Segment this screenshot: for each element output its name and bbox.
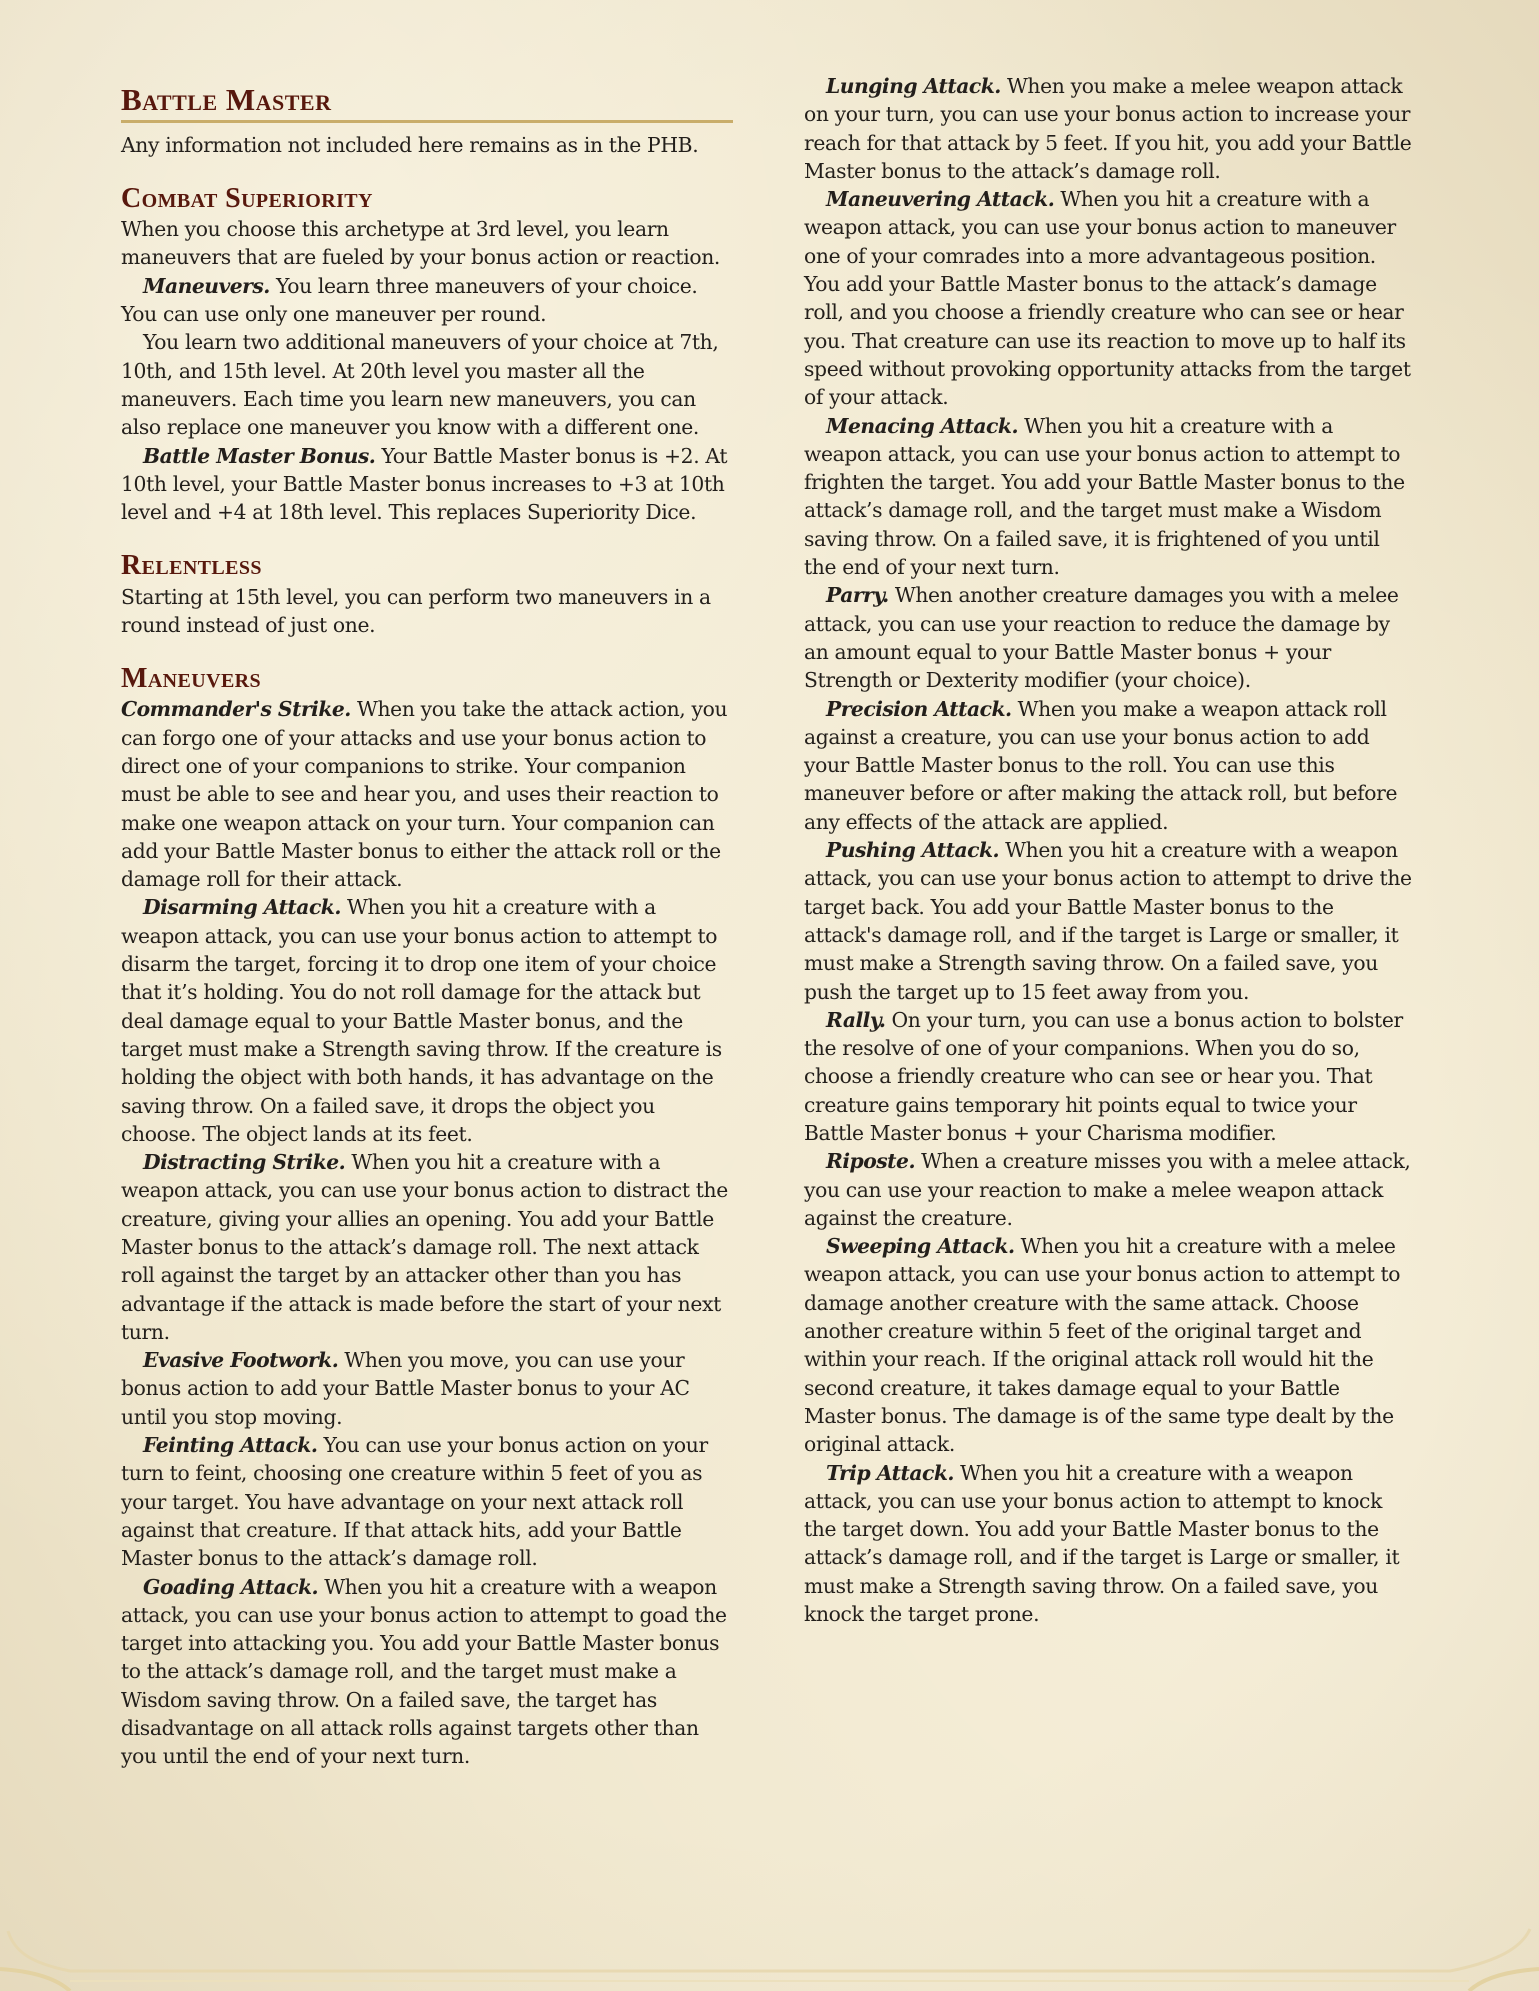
heading-maneuvers: Maneuvers — [121, 663, 262, 695]
maneuver-evasive-footwork — [121, 1346, 731, 1431]
maneuver-term: Disarming Attack. — [143, 895, 341, 920]
maneuver-maneuvering-attack — [804, 185, 1414, 411]
footer-ornament — [0, 1911, 1539, 1991]
maneuver-commanders-strike — [121, 695, 731, 893]
maneuver-lunging-attack — [804, 72, 1414, 185]
maneuver-term: Trip Attack. — [826, 1460, 954, 1485]
maneuvers-text: You learn three maneuvers of your choice. You can use only one maneuver per round. — [121, 273, 698, 327]
maneuver-disarming-attack — [121, 893, 731, 1148]
maneuver-term: Precision Attack. — [826, 696, 1012, 721]
left-column — [121, 72, 731, 1771]
maneuver-feinting-attack — [121, 1431, 731, 1572]
maneuver-pushing-attack — [804, 836, 1414, 1006]
maneuver-text: On your turn, you can use a bonus action to bolster the resolve of one of your companions. When you do so, choose a friendly creature who can see or hear you. That creature gains temporary hit points equal to twice your Battle Master bonus + your Charisma modifier. — [804, 1007, 1403, 1145]
maneuver-term: Lunging Attack. — [826, 74, 1001, 98]
maneuver-text: You can use your bonus action on your turn to feint, choosing one creature within 5 feet of you as your target. You have advantage on your next attack roll against that creature. If that attack hits, add your Battle Master bonus to the attack’s damage roll. — [121, 1433, 708, 1571]
maneuver-term: Maneuvering Attack. — [826, 187, 1055, 212]
maneuver-text: When you hit a creature with a melee weapon attack, you can use your bonus action to attempt to damage another creature with the same attack. Choose another creature within 5 feet of the original target and within your reach. If the original attack roll would hit the second creature, it takes damage equal to your Battle Master bonus. The damage is of the same type dealt by the original attack. — [804, 1234, 1401, 1457]
maneuver-term: Goading Attack. — [143, 1574, 319, 1599]
battle-master-bonus-paragraph — [121, 442, 731, 527]
maneuver-term: Commander's Strike. — [121, 697, 351, 722]
maneuver-term: Sweeping Attack. — [826, 1234, 1015, 1259]
maneuver-sweeping-attack — [804, 1232, 1414, 1458]
maneuver-rally — [804, 1006, 1414, 1147]
maneuver-text: When you make a weapon attack roll against a creature, you can use your bonus action to add your Battle Master bonus to the roll. You can use this maneuver before or after making the attack roll, but before any effects of the attack are applied. — [804, 696, 1398, 834]
maneuver-term: Distracting Strike. — [143, 1150, 346, 1175]
maneuver-parry — [804, 581, 1414, 694]
maneuver-text: When you take the attack action, you can forgo one of your attacks and use your bonus action to direct one of your companions to strike. Your companion must be able to see and hear you, and uses their reaction to make one weapon attack on your turn. Your companion can add your Battle Master bonus to either the attack roll or the damage roll for their attack. — [121, 697, 728, 892]
maneuver-text: When you move, you can use your bonus action to add your Battle Master bonus to your AC until you stop moving. — [121, 1348, 690, 1429]
maneuver-text: When you hit a creature with a weapon attack, you can use your bonus action to attempt to goad the target into attacking you. You add your Battle Master bonus to the attack’s damage roll, and the target must make a Wisdom saving throw. On a failed save, the target has disadvantage on all attack rolls against targets other than you until the end of your next turn. — [121, 1574, 727, 1769]
maneuvers-term: Maneuvers. — [143, 273, 270, 298]
maneuver-trip-attack — [804, 1459, 1414, 1629]
battle-master-bonus-term: Battle Master Bonus. — [143, 443, 376, 468]
maneuver-goading-attack — [121, 1573, 731, 1771]
maneuver-term: Parry. — [826, 583, 889, 608]
battle-master-bonus-text: Your Battle Master bonus is +2. At 10th level, your Battle Master bonus increases to +3 at 10th level and +4 at 18th level. This replaces Superiority Dice. — [121, 443, 728, 525]
title-underline — [121, 120, 733, 123]
right-column — [804, 72, 1414, 1628]
heading-relentless: Relentless — [121, 550, 262, 582]
maneuver-text: When you hit a creature with a weapon attack, you can use your bonus action to attempt to disarm the target, forcing it to drop one item of your choice that it’s holding. You do not roll damage for the attack but deal damage equal to your Battle Master bonus, and the target must make a Strength saving throw. If the creature is holding the object with both hands, it has advantage on the saving throw. On a failed save, it drops the object you choose. The object lands at its feet. — [121, 895, 722, 1146]
intro-paragraph: Any information not included here remains as in the PHB. — [121, 132, 699, 157]
maneuver-riposte — [804, 1147, 1414, 1232]
relentless-paragraph: Starting at 15th level, you can perform two maneuvers in a round instead of just one. — [121, 584, 711, 637]
maneuver-text: When you make a melee weapon attack on your turn, you can use your bonus action to increase your reach for that attack by 5 feet. If you hit, you add your Battle Master bonus to the attack’s damage roll. — [804, 74, 1412, 183]
maneuver-text: When you hit a creature with a weapon attack, you can use your bonus action to distract the creature, giving your allies an opening. You add your Battle Master bonus to the attack’s damage roll. The next attack roll against the target by an attacker other than you has advantage if the attack is made before the start of your next turn. — [121, 1150, 728, 1344]
maneuver-term: Riposte. — [826, 1149, 916, 1174]
maneuver-text: When another creature damages you with a melee attack, you can use your reaction to reduce the damage by an amount equal to your Battle Master bonus + your Strength or Dexterity modifier (your choice). — [804, 583, 1399, 693]
maneuver-precision-attack — [804, 695, 1414, 836]
combat-superiority-intro: When you choose this archetype at 3rd level, you learn maneuvers that are fueled by your bonus action or reaction. — [121, 217, 721, 270]
maneuver-term: Feinting Attack. — [143, 1433, 318, 1458]
additional-maneuvers-paragraph: You learn two additional maneuvers of your choice at 7th, 10th, and 15th level. At 20th level you master all the maneuvers. Each time you learn new maneuvers, you can also replace one maneuver you know with a different one. — [121, 330, 719, 440]
maneuver-text: When you hit a creature with a weapon attack, you can use your bonus action to attempt to frighten the target. You add your Battle Master bonus to the attack’s damage roll, and the target must make a Wisdom saving throw. On a failed save, it is frightened of you until the end of your next turn. — [804, 413, 1405, 580]
maneuver-text: When you hit a creature with a weapon attack, you can use your bonus action to attempt to drive the target back. You add your Battle Master bonus to the attack's damage roll, and if the target is Large or smaller, it must make a Strength saving throw. On a failed save, you push the target up to 15 feet away from you. — [804, 838, 1412, 1004]
maneuver-term: Pushing Attack. — [826, 838, 1000, 863]
document-page — [121, 72, 1421, 1932]
heading-combat-superiority: Combat Superiority — [121, 182, 373, 214]
maneuvers-paragraph — [121, 272, 731, 329]
maneuver-term: Menacing Attack. — [826, 413, 1018, 438]
maneuver-term: Rally. — [826, 1007, 886, 1032]
maneuver-text: When you hit a creature with a weapon attack, you can use your bonus action to maneuver one of your comrades into a more advantageous position. You add your Battle Master bonus to the attack’s damage roll, and you choose a friendly creature who can see or hear you. That creature can use its reaction to move up to half its speed without provoking opportunity attacks from the target of your attack. — [804, 187, 1411, 410]
maneuver-text: When you hit a creature with a weapon attack, you can use your bonus action to attempt to knock the target down. You add your Battle Master bonus to the attack’s damage roll, and if the target is Large or smaller, it must make a Strength saving throw. On a failed save, you knock the target prone. — [804, 1460, 1400, 1627]
maneuver-distracting-strike — [121, 1148, 731, 1346]
maneuver-text: When a creature misses you with a melee attack, you can use your reaction to make a melee weapon attack against the creature. — [804, 1149, 1411, 1230]
maneuver-menacing-attack — [804, 412, 1414, 582]
page-title: Battle Master — [121, 82, 332, 117]
maneuver-term: Evasive Footwork. — [143, 1348, 339, 1373]
